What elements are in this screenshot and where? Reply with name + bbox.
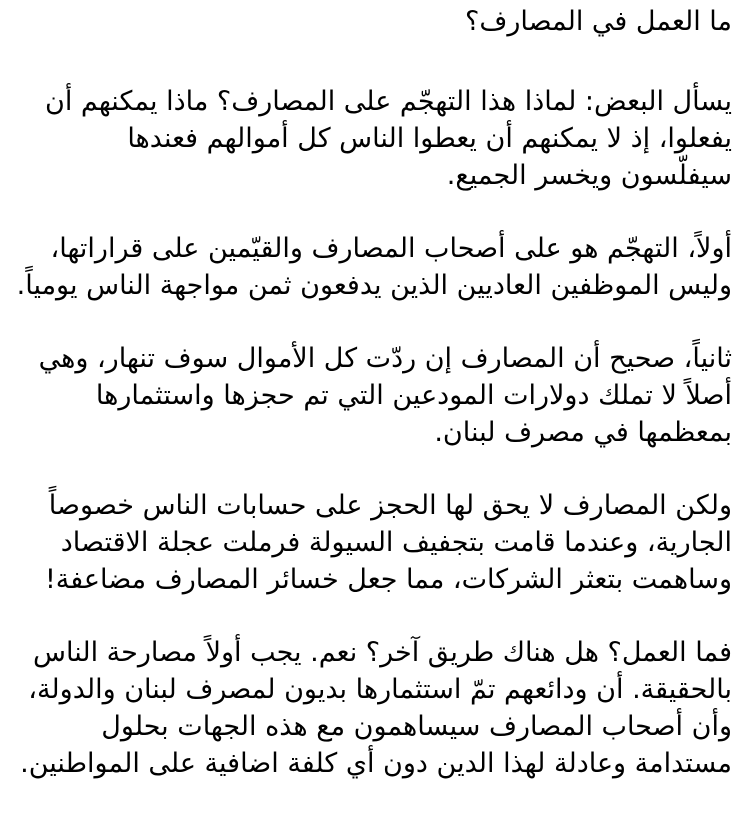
paragraph-3 <box>22 340 732 451</box>
paragraph-3-line-2: أصلاً لا تملك دولارات المودعين التي تم حجزها واستثمارها <box>95 380 732 411</box>
paragraph-2-line-1: أولاً، التهجّم هو على أصحاب المصارف والقيّمين على قراراتها، <box>50 233 732 264</box>
paragraph-1-line-2: يفعلوا، إذ لا يمكنهم أن يعطوا الناس كل أموالهم فعندها <box>127 123 732 154</box>
paragraph-2 <box>16 230 732 304</box>
paragraph-4-line-1: ولكن المصارف لا يحق لها الحجز على حسابات الناس خصوصاً <box>48 490 732 521</box>
paragraph-2-line-2: وليس الموظفين العاديين الذين يدفعون ثمن مواجهة الناس يومياً. <box>16 270 732 301</box>
paragraph-3-line-3: بمعظمها في مصرف لبنان. <box>434 417 732 448</box>
paragraph-5-line-4: مستدامة وعادلة لهذا الدين دون أي كلفة اضافية على المواطنين. <box>20 748 732 779</box>
paragraph-4-line-2: الجارية، وعندما قامت بتجفيف السيولة فرملت عجلة الاقتصاد <box>60 527 732 558</box>
paragraph-5 <box>22 634 732 782</box>
paragraph-4-line-3: وساهمت بتعثر الشركات، مما جعل خسائر المصارف مضاعفة! <box>44 564 732 595</box>
paragraph-5-line-2: بالحقيقة. أن ودائعهم تمّ استثمارها بديون لمصرف لبنان والدولة، <box>28 674 732 705</box>
paragraph-1-line-3: سيفلّسون ويخسر الجميع. <box>446 160 732 191</box>
paragraph-5-line-1: فما العمل؟ هل هناك طريق آخر؟ نعم. يجب أولاً مصارحة الناس <box>33 637 732 668</box>
paragraph-3-line-1: ثانياً، صحيح أن المصارف إن ردّت كل الأموال سوف تنهار، وهي <box>38 343 732 374</box>
paragraph-5-line-3: وأن أصحاب المصارف سيساهمون مع هذه الجهات بحلول <box>101 711 732 742</box>
paragraph-4 <box>22 487 732 598</box>
paragraph-1-line-1: يسأل البعض: لماذا هذا التهجّم على المصارف؟ ماذا يمكنهم أن <box>44 86 732 117</box>
document-title: ما العمل في المصارف؟ <box>465 6 732 37</box>
paragraph-1 <box>22 83 732 194</box>
